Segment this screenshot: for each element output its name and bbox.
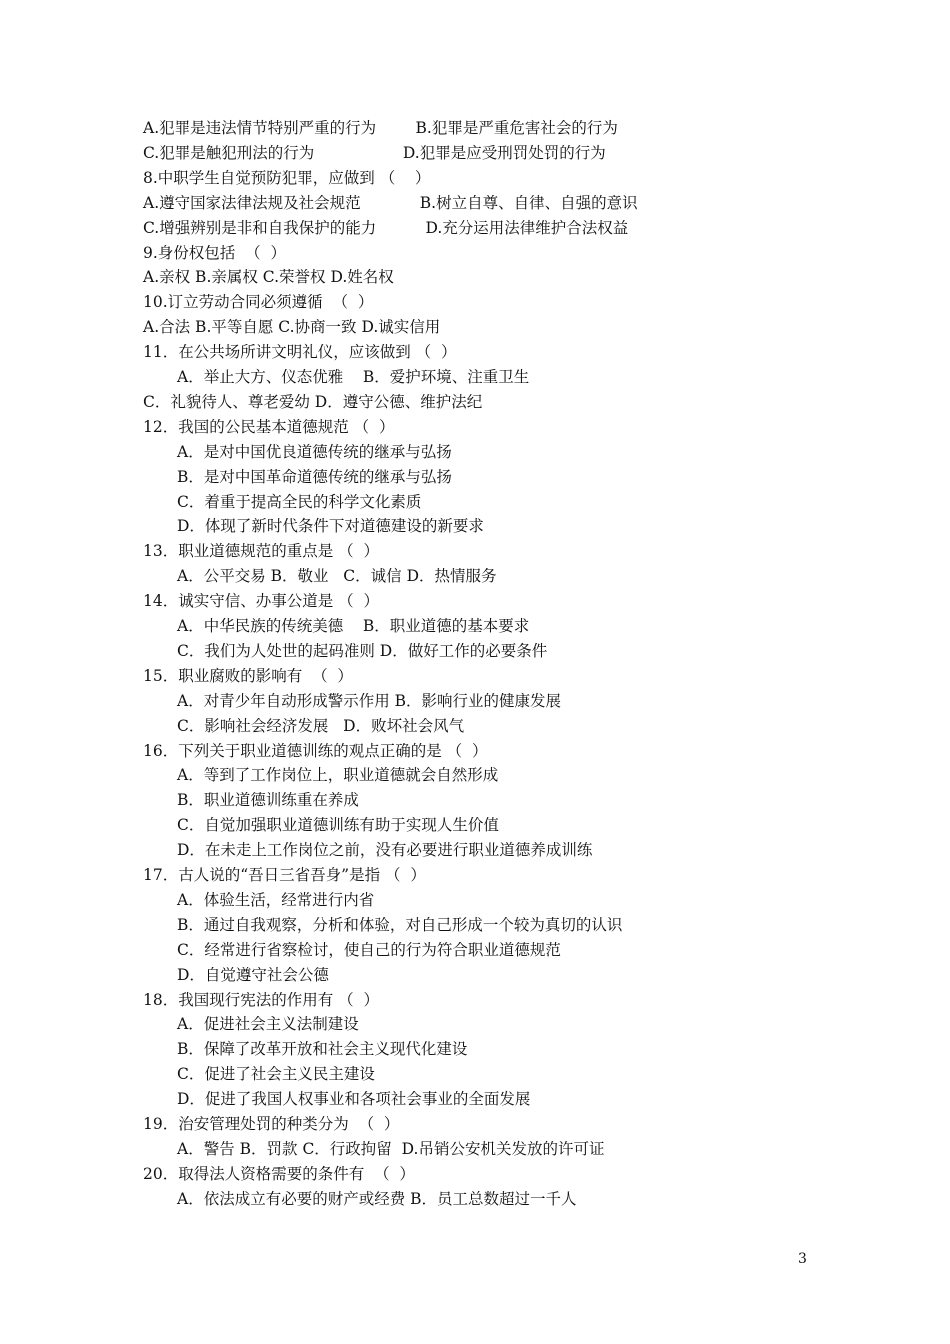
text-line: B．通过自我观察，分析和体验，对自己形成一个较为真切的认识 xyxy=(177,915,623,934)
text-line: 19．治安管理处罚的种类分为 （ ） xyxy=(143,1115,400,1133)
text-line: 18．我国现行宪法的作用有 （ ） xyxy=(143,990,380,1009)
text-line: A．对青少年自动形成警示作用 B．影响行业的健康发展 xyxy=(177,691,562,710)
text-line: C．自觉加强职业道德训练有助于实现人生价值 xyxy=(177,816,499,835)
text-line: 16．下列关于职业道德训练的观点正确的是 （ ） xyxy=(143,741,488,760)
text-line: B．是对中国革命道德传统的继承与弘扬 xyxy=(177,467,452,486)
text-line: A．促进社会主义法制建设 xyxy=(177,1015,359,1034)
text-line: 20．取得法人资格需要的条件有 （ ） xyxy=(143,1164,415,1183)
text-line: A．公平交易 B．敬业 C．诚信 D．热情服务 xyxy=(177,567,497,586)
text-line: 10.订立劳动合同必须遵循 （ ） xyxy=(143,293,374,312)
text-line: B．保障了改革开放和社会主义现代化建设 xyxy=(177,1040,468,1059)
text-line: D．促进了我国人权事业和各项社会事业的全面发展 xyxy=(177,1090,531,1109)
text-line: A.合法 B.平等自愿 C.协商一致 D.诚实信用 xyxy=(143,318,441,337)
page-number: 3 xyxy=(798,1251,807,1267)
text-line: 11．在公共场所讲文明礼仪，应该做到 （ ） xyxy=(143,343,457,362)
text-line: A．举止大方、仪态优雅 B．爱护环境、注重卫生 xyxy=(177,368,530,386)
text-line: 15．职业腐败的影响有 （ ） xyxy=(143,666,353,685)
text-line: A．依法成立有必要的财产或经费 B．员工总数超过一千人 xyxy=(177,1189,577,1208)
text-line: B．职业道德训练重在养成 xyxy=(177,791,359,810)
text-line: A．中华民族的传统美德 B．职业道德的基本要求 xyxy=(177,617,530,635)
text-line: C．我们为人处世的起码准则 D．做好工作的必要条件 xyxy=(177,641,548,660)
text-line: A．体验生活，经常进行内省 xyxy=(177,890,375,909)
text-line: C．着重于提高全民的科学文化素质 xyxy=(177,492,422,511)
text-line: 9.身份权包括 （ ） xyxy=(143,243,286,262)
text-line: 8.中职学生自觉预防犯罪，应做到 （ ） xyxy=(143,168,431,187)
text-line: D．体现了新时代条件下对道德建设的新要求 xyxy=(177,517,484,536)
text-line: C．促进了社会主义民主建设 xyxy=(177,1065,375,1084)
text-line: A.亲权 B.亲属权 C.荣誉权 D.姓名权 xyxy=(143,268,394,287)
text-line: A．警告 B．罚款 C．行政拘留 D.吊销公安机关发放的许可证 xyxy=(177,1139,605,1158)
text-line: A．等到了工作岗位上，职业道德就会自然形成 xyxy=(177,766,499,785)
text-line: 17．古人说的“吾日三省吾身”是指 （ ） xyxy=(143,866,426,884)
text-line: C．礼貌待人、尊老爱幼 D．遵守公德、维护法纪 xyxy=(143,392,483,411)
text-line: 14．诚实守信、办事公道是 （ ） xyxy=(143,592,380,611)
text-line: C.犯罪是触犯刑法的行为 D.犯罪是应受刑罚处罚的行为 xyxy=(143,143,606,162)
text-line: D．在未走上工作岗位之前，没有必要进行职业道德养成训练 xyxy=(177,841,593,860)
text-line: A．是对中国优良道德传统的继承与弘扬 xyxy=(177,442,452,461)
text-line: 13．职业道德规范的重点是 （ ） xyxy=(143,542,380,561)
text-line: C.增强辨别是非和自我保护的能力 D.充分运用法律维护合法权益 xyxy=(143,218,629,237)
text-line: C．影响社会经济发展 D．败坏社会风气 xyxy=(177,716,465,735)
text-line: 12．我国的公民基本道德规范 （ ） xyxy=(143,417,395,436)
text-line: D．自觉遵守社会公德 xyxy=(177,965,329,984)
text-line: A.遵守国家法律法规及社会规范 B.树立自尊、自律、自强的意识 xyxy=(143,193,638,212)
text-line: C．经常进行省察检讨，使自己的行为符合职业道德规范 xyxy=(177,940,561,959)
text-line: A.犯罪是违法情节特别严重的行为 B.犯罪是严重危害社会的行为 xyxy=(143,119,618,137)
